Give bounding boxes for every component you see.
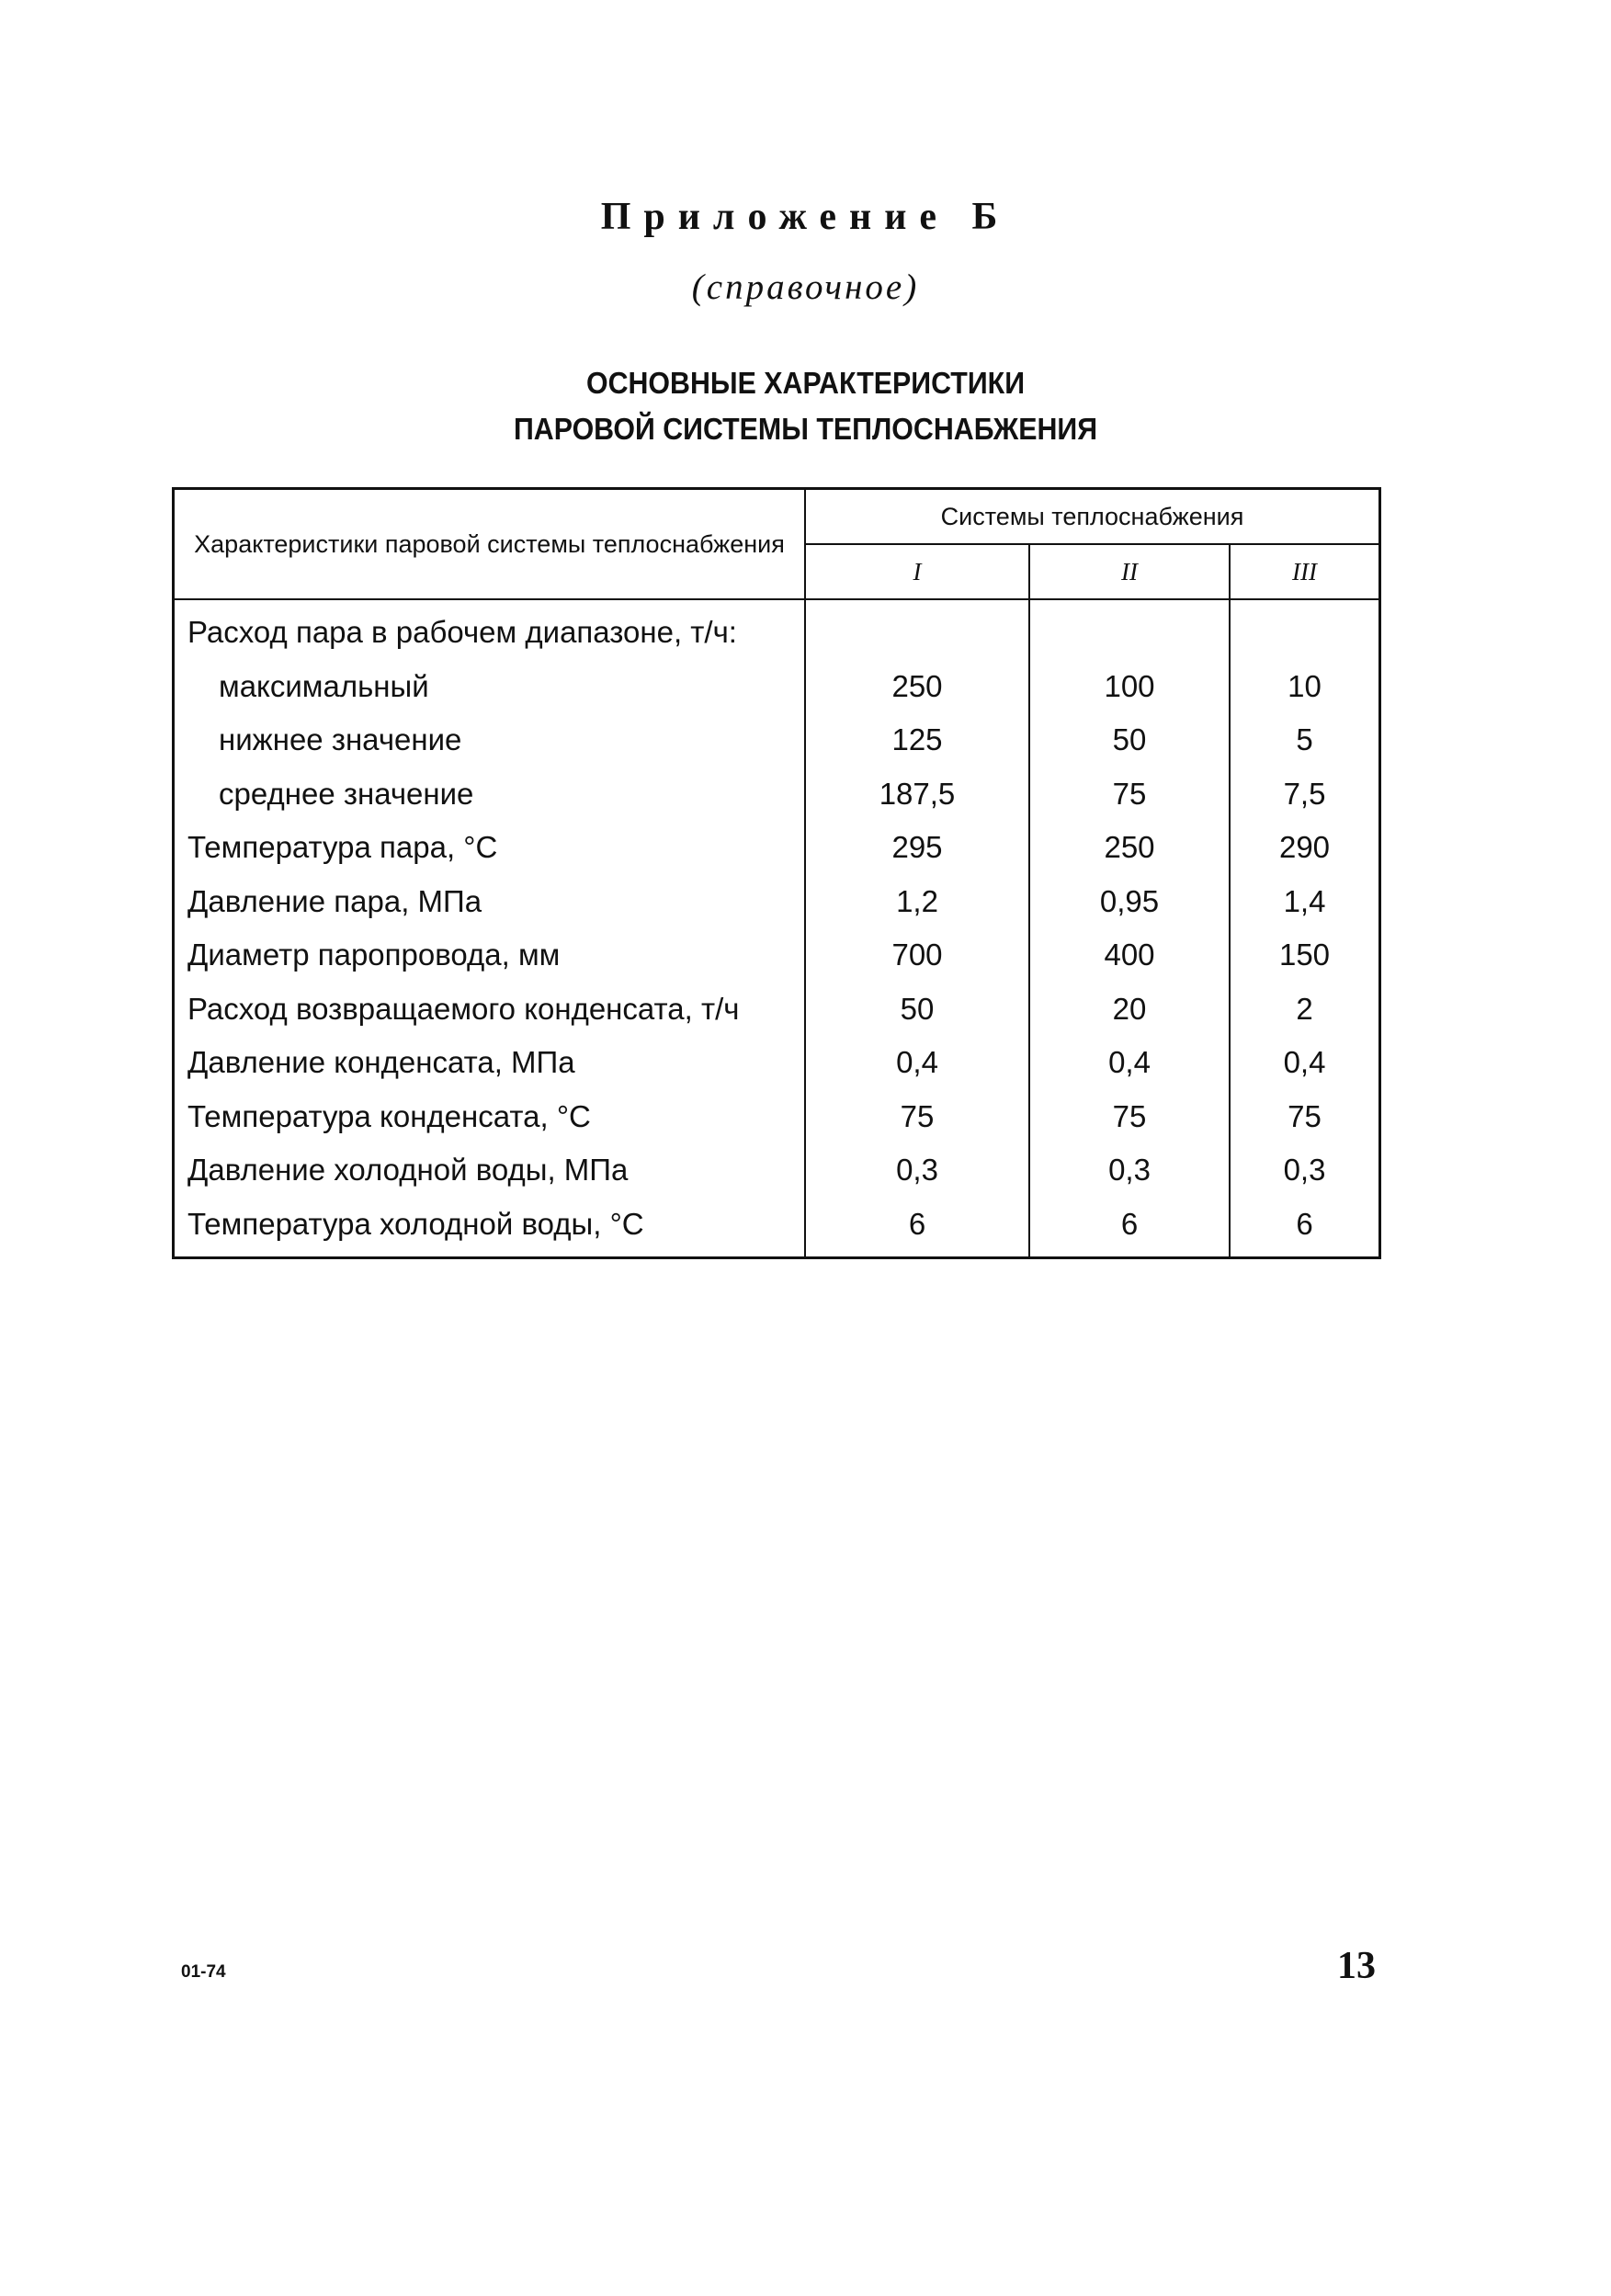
value-system-3: 10 bbox=[1230, 660, 1380, 714]
row-label: максимальный bbox=[174, 660, 806, 714]
value-system-2 bbox=[1029, 599, 1230, 660]
row-label: Расход пара в рабочем диапазоне, т/ч: bbox=[174, 599, 806, 660]
value-system-3: 75 bbox=[1230, 1090, 1380, 1144]
value-system-3: 150 bbox=[1230, 928, 1380, 983]
table-row bbox=[174, 821, 1380, 875]
value-system-3: 0,4 bbox=[1230, 1036, 1380, 1090]
document-code: 01-74 bbox=[181, 1962, 226, 1982]
value-system-1: 700 bbox=[805, 928, 1029, 983]
value-system-2: 400 bbox=[1029, 928, 1230, 983]
header-row bbox=[174, 489, 1380, 545]
row-label: Давление пара, МПа bbox=[174, 875, 806, 929]
value-system-1: 125 bbox=[805, 713, 1029, 767]
row-label: Температура пара, °С bbox=[174, 821, 806, 875]
value-system-1: 75 bbox=[805, 1090, 1029, 1144]
system-column-3: III bbox=[1230, 544, 1380, 599]
table-row bbox=[174, 713, 1380, 767]
table-row bbox=[174, 1090, 1380, 1144]
row-label: Давление конденсата, МПа bbox=[174, 1036, 806, 1090]
row-label: Температура конденсата, °С bbox=[174, 1090, 806, 1144]
row-label: Диаметр паропровода, мм bbox=[174, 928, 806, 983]
value-system-1: 187,5 bbox=[805, 767, 1029, 822]
value-system-1: 50 bbox=[805, 983, 1029, 1037]
value-system-2: 6 bbox=[1029, 1198, 1230, 1258]
value-system-1: 250 bbox=[805, 660, 1029, 714]
value-system-2: 0,4 bbox=[1029, 1036, 1230, 1090]
table-row bbox=[174, 1036, 1380, 1090]
value-system-3: 2 bbox=[1230, 983, 1380, 1037]
table-row bbox=[174, 599, 1380, 660]
systems-column-header: Системы теплоснабжения bbox=[805, 489, 1380, 545]
value-system-2: 100 bbox=[1029, 660, 1230, 714]
table-row bbox=[174, 928, 1380, 983]
row-label: нижнее значение bbox=[174, 713, 806, 767]
characteristics-column-header: Характеристики паровой системы теплоснабжения bbox=[174, 489, 806, 600]
table-row bbox=[174, 875, 1380, 929]
value-system-3: 0,3 bbox=[1230, 1143, 1380, 1198]
value-system-3: 290 bbox=[1230, 821, 1380, 875]
value-system-2: 50 bbox=[1029, 713, 1230, 767]
value-system-1: 0,3 bbox=[805, 1143, 1029, 1198]
row-label: Давление холодной воды, МПа bbox=[174, 1143, 806, 1198]
value-system-1: 1,2 bbox=[805, 875, 1029, 929]
system-column-1: I bbox=[805, 544, 1029, 599]
value-system-2: 0,3 bbox=[1029, 1143, 1230, 1198]
row-label: Температура холодной воды, °С bbox=[174, 1198, 806, 1258]
appendix-subtitle: (справочное) bbox=[691, 267, 920, 307]
value-system-3 bbox=[1230, 599, 1380, 660]
table-row bbox=[174, 1143, 1380, 1198]
table-row bbox=[174, 660, 1380, 714]
table-row bbox=[174, 1198, 1380, 1258]
table-header bbox=[174, 489, 1380, 600]
value-system-3: 7,5 bbox=[1230, 767, 1380, 822]
appendix-title: Приложение Б bbox=[600, 196, 1011, 238]
value-system-2: 250 bbox=[1029, 821, 1230, 875]
value-system-3: 5 bbox=[1230, 713, 1380, 767]
value-system-1 bbox=[805, 599, 1029, 660]
value-system-1: 295 bbox=[805, 821, 1029, 875]
document-title bbox=[64, 360, 1547, 452]
row-label: среднее значение bbox=[174, 767, 806, 822]
value-system-2: 75 bbox=[1029, 1090, 1230, 1144]
system-column-2: II bbox=[1029, 544, 1230, 599]
document-title-line-1: ОСНОВНЫЕ ХАРАКТЕРИСТИКИ bbox=[585, 366, 1026, 400]
value-system-1: 0,4 bbox=[805, 1036, 1029, 1090]
row-label: Расход возвращаемого конденсата, т/ч bbox=[174, 983, 806, 1037]
characteristics-table bbox=[172, 487, 1381, 1259]
table-row bbox=[174, 983, 1380, 1037]
document-title-line-2: ПАРОВОЙ СИСТЕМЫ ТЕПЛОСНАБЖЕНИЯ bbox=[513, 412, 1098, 446]
value-system-3: 1,4 bbox=[1230, 875, 1380, 929]
page-number: 13 bbox=[1337, 1945, 1376, 1987]
value-system-3: 6 bbox=[1230, 1198, 1380, 1258]
value-system-2: 20 bbox=[1029, 983, 1230, 1037]
value-system-2: 75 bbox=[1029, 767, 1230, 822]
table-row bbox=[174, 767, 1380, 822]
value-system-2: 0,95 bbox=[1029, 875, 1230, 929]
table-body bbox=[174, 599, 1380, 1258]
value-system-1: 6 bbox=[805, 1198, 1029, 1258]
